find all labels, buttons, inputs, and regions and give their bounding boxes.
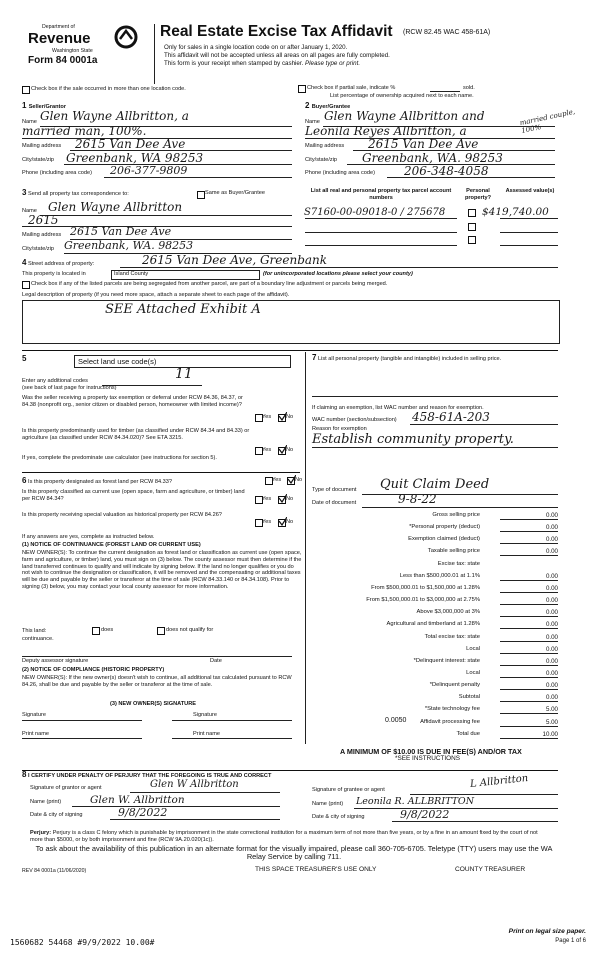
calc-row-label: From $1,500,000.01 to $3,000,000 at 2.75% (366, 597, 480, 603)
buyer-phone[interactable]: 206-348-4058 (404, 164, 489, 178)
grantee-name[interactable]: Leonila R. ALLBRITTON (356, 796, 475, 807)
wac-label: WAC number (section/subsection) (312, 417, 397, 423)
s5-q2-note: If yes, complete the predominate use calculator (see instructions for section 5). (22, 455, 217, 461)
calc-row-value: 0.00 (545, 573, 558, 580)
reason-label: Reason for exemption (312, 426, 367, 432)
grantee-signature[interactable]: L Allbritton (469, 772, 529, 791)
s5-q1-no-label: No (286, 414, 294, 420)
parcel-number[interactable]: S7160-00-09018-0 / 275678 (304, 207, 446, 218)
sub-line2: This affidavit will not be accepted unless all areas on all pages are fully completed. (164, 52, 390, 59)
buyer-city-label: City/state/zip (305, 157, 338, 163)
s5-question1: Was the seller receiving a property tax exemption or deferral under RCW 84.36, 84.37, or 84.38 (nonprofit org., senior citizen or disabled person, homeowner with limited income)? (22, 395, 243, 408)
s6-q1-yes-label: Yes (272, 477, 282, 483)
grantee-name-label: Name (print) (312, 801, 344, 807)
taxcorr-mailing-label: Mailing address (22, 232, 62, 238)
calc-row-value: 0.00 (545, 512, 558, 519)
county-select[interactable] (111, 270, 260, 280)
same-as-buyer-checkbox[interactable] (197, 191, 205, 199)
calc-row-underline (500, 713, 558, 714)
section5-num: 5 (22, 354, 27, 363)
calc-row-label: Excise tax: state (437, 561, 480, 567)
wac-number[interactable]: 458-61A-203 (412, 410, 490, 424)
calc-row-value: 0.00 (545, 597, 558, 604)
parcels-col1: List all real and personal property tax parcel account numbers (310, 188, 452, 201)
doc-type[interactable]: Quit Claim Deed (380, 477, 490, 492)
dor-logo (22, 22, 144, 80)
seller-name-label: Name (22, 119, 37, 125)
seller-mailing[interactable]: 2615 Van Dee Ave (75, 137, 186, 151)
continuance-label: continuance. (22, 636, 54, 642)
recording-stamp: 1560682 54468 #9/9/2022 10.00# (10, 938, 155, 947)
buyer-name-line1[interactable]: Glen Wayne Allbritton and (324, 109, 485, 123)
notice2-body: NEW OWNER(S): If the new owner(s) doesn't wish to continue, all additional tax calculated pursuant to RCW 84.26, shall be due and payable by the seller or transferor at the time of sale. (22, 675, 292, 688)
calc-row-underline (500, 726, 558, 727)
segregated-checkbox[interactable] (22, 281, 30, 289)
grantor-name[interactable]: Glen W. Allbritton (90, 794, 185, 806)
buyer-name-label: Name (305, 119, 320, 125)
street-label: 4 Street address of property: (22, 258, 95, 267)
additional-codes[interactable]: 11 (175, 366, 193, 382)
treasurer-use: THIS SPACE TREASURER'S USE ONLY (255, 866, 377, 873)
land-use-label: Select land use code(s) (78, 357, 157, 366)
s6-q1-no-label: No (295, 477, 303, 483)
calc-row-underline (500, 604, 558, 605)
county-value: Island County (114, 271, 149, 277)
same-as-buyer-label: Same as Buyer/Grantee (205, 190, 266, 196)
s5-q1-yes-label: Yes (262, 414, 272, 420)
assessed-value[interactable]: $419,740.00 (482, 206, 549, 218)
county-treasurer: COUNTY TREASURER (455, 866, 526, 873)
deputy-date-label: Date (210, 658, 222, 664)
doc-date[interactable]: 9-8-22 (398, 492, 437, 506)
calc-row-underline (500, 592, 558, 593)
s6-q2-no-label: No (286, 496, 294, 502)
legal-label: Legal description of property (if you need more space, attach a separate sheet to each page of the affidavit). (22, 292, 290, 298)
calc-row-label: From $500,000.01 to $1,500,000 at 1.28% (371, 585, 480, 591)
grantor-date-label: Date & city of signing (30, 812, 83, 818)
grantor-name-label: Name (print) (30, 799, 62, 805)
see-instructions: *SEE INSTRUCTIONS (395, 755, 460, 762)
doc-type-label: Type of document (312, 487, 357, 493)
alternate-format-note: To ask about the availability of this publication in an alternate format for the visually impaired, please call 360-705-6705. Teletype (TTY) users may use the WA Relay Service by calling 711. (35, 844, 553, 862)
calc-row-label: Total excise tax: state (424, 634, 480, 640)
s7-text: 7 List all personal property (tangible and intangible) included in selling price. (312, 353, 502, 362)
calc-row-value: 0.00 (545, 646, 558, 653)
calc-row-underline (500, 738, 558, 739)
taxcorr-name-line1[interactable]: Glen Wayne Allbritton (48, 200, 183, 214)
local-rate: 0.0050 (385, 717, 407, 724)
seller-phone[interactable]: 206-377-9809 (110, 164, 188, 177)
calc-row-underline (500, 677, 558, 678)
calc-row-value: 0.00 (545, 621, 558, 628)
deputy-sig-label: Deputy assessor signature (22, 658, 89, 664)
calc-row-label: Taxable selling price (427, 548, 480, 554)
this-land-label: This land: (22, 628, 47, 634)
grantee-sig-label: Signature of grantee or agent (312, 787, 385, 793)
exemption-reason[interactable]: Establish community property. (312, 432, 514, 447)
s5-q2-no-label: No (286, 447, 294, 453)
buyer-name-note[interactable]: married couple, 100% (518, 107, 576, 136)
does-not-label: does not qualify for (166, 627, 214, 633)
exemption-question: If claiming an exemption, list WAC number and reason for exemption. (312, 405, 484, 411)
seller-name-line2[interactable]: married man, 100%. (22, 124, 147, 138)
calc-row-value: 0.00 (545, 634, 558, 641)
seller-heading: 1 Seller/Grantor (22, 101, 66, 110)
seller-phone-label: Phone (including area code) (22, 170, 92, 176)
calc-row-value: 0.00 (545, 682, 558, 689)
doc-date-label: Date of document (312, 500, 357, 506)
calc-row-underline (500, 701, 558, 702)
form-number: Form 84 0001a (28, 55, 98, 66)
personal-property-checkbox-1[interactable] (468, 209, 476, 217)
taxcorr-heading: 3 Send all property tax correspondence to: (22, 188, 129, 197)
partial-sale-checkbox[interactable] (298, 85, 306, 93)
calc-row-label: *Delinquent interest: state (413, 658, 480, 664)
calc-row-label: Local (466, 670, 480, 676)
calc-row-label: Affidavit processing fee (420, 719, 480, 725)
taxcorr-city[interactable]: Greenbank, WA. 98253 (64, 239, 194, 252)
calc-row-label: Gross selling price (432, 512, 480, 518)
notice2-title: (2) NOTICE OF COMPLIANCE (HISTORIC PROPERTY) (22, 667, 165, 673)
does-not-checkbox[interactable] (157, 627, 165, 635)
parcels-col2: Personal property? (464, 188, 492, 201)
does-label: does (101, 627, 114, 633)
ownership-note: List percentage of ownership acquired next to each name. (330, 93, 474, 99)
calc-row-value: 0.00 (545, 694, 558, 701)
s6-q3-yes-label: Yes (262, 519, 272, 525)
seller-city[interactable]: Greenbank, WA 98253 (66, 151, 204, 165)
form-title: Real Estate Excise Tax Affidavit (160, 23, 393, 40)
dept-line1: Department of (42, 24, 75, 30)
page-number: Page 1 of 6 (555, 938, 586, 944)
calc-row-label: Total due (456, 731, 480, 737)
segregated-label: Check box if any of the listed parcels are being segregated from another parcel, are part of a boundary line adjustment or parcels being merged. (31, 281, 388, 287)
buyer-phone-label: Phone (including area code) (305, 170, 375, 176)
s5-q2-yes-label: Yes (262, 447, 272, 453)
buyer-mailing[interactable]: 2615 Van Dee Ave (368, 137, 479, 151)
calc-row-label: Exemption claimed (deduct) (408, 536, 480, 542)
sub-line3: This form is your receipt when stamped by cashier. Please type or print. (164, 60, 361, 67)
calc-row-value: 5.00 (545, 706, 558, 713)
calc-row-value: 0.00 (545, 524, 558, 531)
additional-codes-label: Enter any additional codes (22, 378, 88, 384)
calc-row-value: 5.00 (545, 719, 558, 726)
rev-number: REV 84 0001a (11/06/2020) (22, 868, 87, 874)
calc-row-underline (500, 580, 558, 581)
calc-row-value: 0.00 (545, 609, 558, 616)
multi-location-checkbox[interactable] (22, 86, 30, 94)
new-owner-sig1-label: Signature (22, 712, 46, 718)
s6-q2-yes-label: Yes (262, 496, 272, 502)
calc-row-underline (500, 555, 558, 556)
notice1-body: NEW OWNER(S): To continue the current designation as forest land or classification as current use (open space, farm and agriculture, or timber) land, you must sign on (3) below. The county assessor must then determine if the land transferred continues to qualify and will indicate by signing below. If the land no longer qualifies or you do not wish to continue the designation or classification, it will be removed and the compensating or additional taxes will be due and payable by the seller or transferor at the time of sale (RCW 84.33.140 or 84.34.108). Prior to signing (3) below, you may contact your local county assessor for more information. (22, 550, 302, 590)
calc-row-underline (500, 531, 558, 532)
perjury-note: Perjury: Perjury is a class C felony which is punishable by imprisonment in the state correctional institution for a maximum term of not more than five years, or by a fine in an amount fixed by the court of not more than $5000, or by both imprisonment and fine (RCW 9A.20.020(1c)). (30, 830, 538, 843)
taxcorr-city-label: City/state/zip (22, 246, 55, 252)
calc-row-label: Local (466, 646, 480, 652)
s6-q3-no-label: No (286, 519, 294, 525)
s6-question2: Is this property classified as current use (open space, farm and agriculture, or timber) land per RCW 84.34? (22, 489, 245, 502)
calc-row-underline (500, 543, 558, 544)
grantor-signature[interactable]: Glen W Allbritton (150, 779, 239, 790)
legal-description[interactable]: SEE Attached Exhibit A (105, 302, 261, 317)
new-owner-print2-label: Print name (193, 731, 221, 737)
s6-if-yes: If any answers are yes, complete as instructed below. (22, 534, 155, 540)
seller-name-line1[interactable]: Glen Wayne Allbritton, a (40, 109, 189, 123)
buyer-name-line2[interactable]: Leonila Reyes Allbritton, a (305, 124, 467, 138)
calc-row-label: *State technology fee (424, 706, 480, 712)
calc-row-value: 0.00 (545, 658, 558, 665)
calc-row-underline (500, 641, 558, 642)
taxcorr-mailing[interactable]: 2615 Van Dee Ave (70, 225, 172, 238)
s6-question1: 6 Is this property designated as forest land per RCW 84.33? (22, 476, 172, 485)
calc-row-label: *Delinquent penalty (429, 682, 480, 688)
calc-row-underline (500, 628, 558, 629)
legal-paper-note: Print on legal size paper. (508, 928, 586, 935)
buyer-mailing-label: Mailing address (305, 143, 345, 149)
certify-statement: 8 I CERTIFY UNDER PENALTY OF PERJURY THAT THE FOREGOING IS TRUE AND CORRECT (22, 770, 272, 779)
grantee-date[interactable]: 9/8/2022 (400, 808, 450, 821)
does-checkbox[interactable] (92, 627, 100, 635)
taxcorr-name-line2[interactable]: 2615 (28, 213, 59, 227)
calc-row-value: 0.00 (545, 670, 558, 677)
notice1-title: (1) NOTICE OF CONTINUANCE (FOREST LAND OR CURRENT USE) (22, 542, 201, 548)
form-rcw: (RCW 82.45 WAC 458-61A) (403, 29, 491, 36)
sub-line1: Only for sales in a single location code on or after January 1, 2020. (164, 44, 348, 51)
grantor-sig-label: Signature of grantor or agent (30, 785, 102, 791)
parcels-col3: Assessed value(s) (505, 188, 555, 194)
calc-row-label: Subtotal (458, 694, 480, 700)
partial-sale-label: Check box if partial sale, indicate % (307, 85, 396, 91)
grantor-date[interactable]: 9/8/2022 (118, 806, 168, 819)
calc-row-underline (500, 665, 558, 666)
taxcorr-name-label: Name (22, 208, 37, 214)
personal-property-checkbox-2[interactable] (468, 223, 476, 231)
calc-row-underline (500, 653, 558, 654)
sold-label: sold. (463, 85, 475, 91)
calc-row-label: Less than $500,000.01 at 1.1% (399, 573, 480, 579)
calc-row-label: *Personal property (deduct) (409, 524, 480, 530)
new-owner-print1-label: Print name (22, 731, 50, 737)
buyer-heading: 2 Buyer/Grantee (305, 101, 351, 110)
calc-row-label: Above $3,000,000 at 3% (416, 609, 480, 615)
calc-row-underline (500, 616, 558, 617)
calc-row-value: 10.00 (542, 731, 558, 738)
legal-description-box[interactable] (22, 300, 560, 344)
seller-mailing-label: Mailing address (22, 143, 62, 149)
new-owner-sig2-label: Signature (193, 712, 217, 718)
s6-question3: Is this property receiving special valuation as historical property per RCW 84.26? (22, 512, 222, 518)
minimum-due: A MINIMUM OF $10.00 IS DUE IN FEE(S) AND/OR TAX (340, 747, 522, 756)
see-list-note: (see back of last page for instructions) (22, 385, 117, 391)
notice3-title: (3) NEW OWNER(S) SIGNATURE (110, 701, 196, 707)
personal-property-checkbox-3[interactable] (468, 236, 476, 244)
seller-city-label: City/state/zip (22, 157, 55, 163)
calc-row-underline (500, 519, 558, 520)
dept-state: Washington State (52, 48, 93, 54)
street-address[interactable]: 2615 Van Dee Ave, Greenbank (142, 253, 328, 267)
multi-location-label: Check box if the sale occurred in more than one location code. (31, 86, 186, 92)
calc-row-value: 0.00 (545, 548, 558, 555)
buyer-city[interactable]: Greenbank, WA. 98253 (362, 151, 503, 165)
dept-revenue: Revenue (28, 30, 91, 47)
calc-row-underline (500, 689, 558, 690)
grantee-date-label: Date & city of signing (312, 814, 365, 820)
located-label: This property is located in (22, 271, 86, 277)
revenue-logo-icon (114, 25, 138, 49)
s5-question2: Is this property predominantly used for timber (as classified under RCW 84.34 and 84.33) or agriculture (as classified under RCW 84.34.020)? See ETA 3215. (22, 428, 250, 441)
calc-row-value: 0.00 (545, 585, 558, 592)
county-note: (for unincorporated locations please select your county) (263, 271, 413, 277)
calc-row-value: 0.00 (545, 536, 558, 543)
calc-row-label: Agricultural and timberland at 1.28% (386, 621, 480, 627)
